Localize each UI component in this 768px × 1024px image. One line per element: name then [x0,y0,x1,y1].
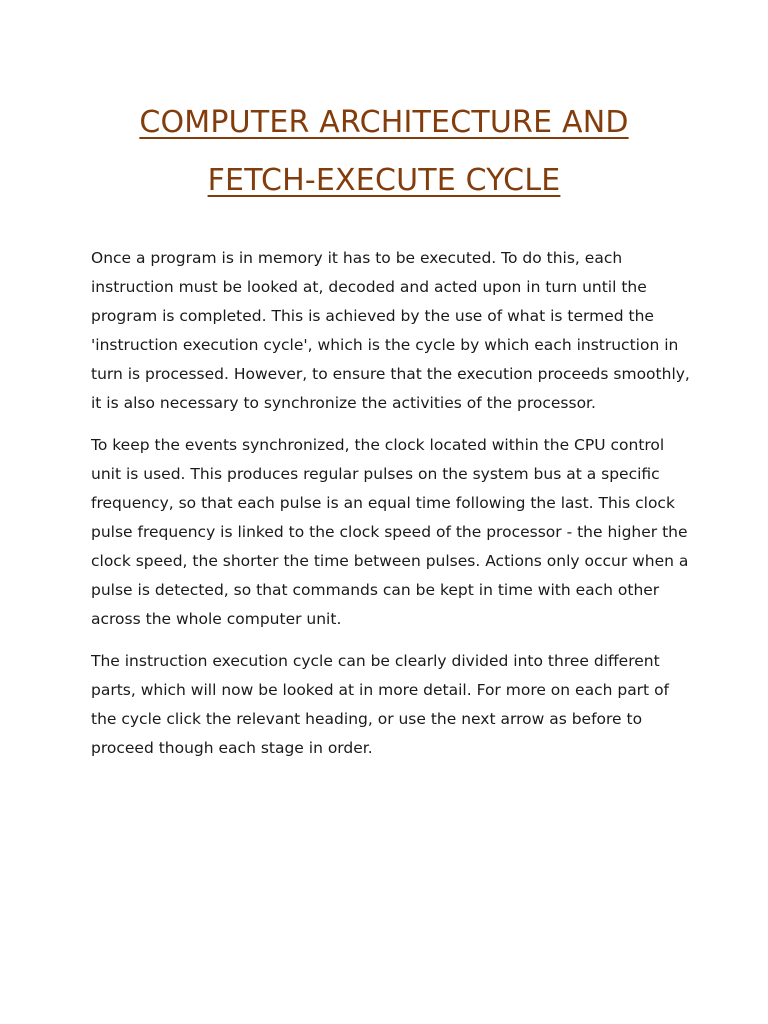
paragraph-cycle-parts: The instruction execution cycle can be clearly divided into three different parts, which will now be looked at in more detail. For more on each part of the cycle click the relevant heading, or use the next arrow as before to proceed though each stage in order. [91,652,670,757]
paragraph-intro: Once a program is in memory it has to be executed. To do this, each instruction must be looked at, decoded and acted upon in turn until the program is completed. This is achieved by the use of what is termed the 'instruction execution cycle', which is the cycle by which each instruction in turn is processed. However, to ensure that the execution proceeds smoothly, it is also necessary to synchronize the activities of the processor. [91,249,690,412]
title-line-1: COMPUTER ARCHITECTURE AND [139,105,629,140]
paragraph-clock: To keep the events synchronized, the clock located within the CPU control unit is used. This produces regular pulses on the system bus at a specific frequency, so that each pulse is an equal time following the last. This clock pulse frequency is linked to the clock speed of the processor - the higher the clock speed, the shorter the time between pulses. Actions only occur when a pulse is detected, so that commands can be kept in time with each other across the whole computer unit. [91,436,689,628]
page-title [60,94,708,210]
title-line-2: FETCH-EXECUTE CYCLE [207,163,561,198]
body-text [91,244,691,776]
